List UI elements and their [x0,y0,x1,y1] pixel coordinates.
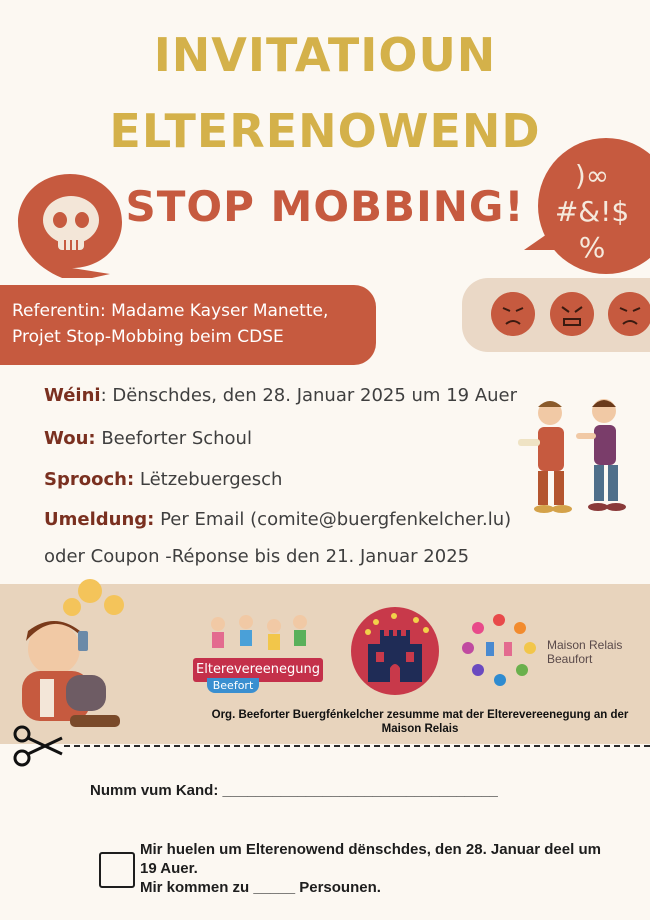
title-line-2: ELTERENOWEND [109,104,541,158]
referent-line-1: Referentin: Madame Kayser Manette, [12,301,329,321]
detail-where-value: Beeforter Schoul [95,428,252,449]
maison-relais-line-1: Maison Relais [547,638,623,652]
detail-language [44,469,282,490]
detail-when [44,385,517,406]
sad-child-phone-illustration [10,575,140,735]
angry-face-icon [491,292,535,336]
attendance-checkbox[interactable] [99,852,135,888]
detail-when-value: : Dënschdes, den 28. Januar 2025 um 19 Auer [100,385,518,406]
detail-language-value: Lëtzebuergesch [134,469,283,490]
detail-language-label: Sprooch: [44,469,135,490]
detail-registration [44,509,511,530]
angry-face-icon [608,292,650,336]
detail-where [44,428,252,449]
referent-box [0,285,376,365]
detail-registration-label: Umeldung: [44,509,155,530]
child-name-field[interactable]: Numm vum Kand: _________________________________ [90,782,498,799]
title-line-1: INVITATIOUN [153,28,497,82]
attendance-line-1: Mir huelen um Elterenowend dënschdes, den 28. Januar deel um [140,841,601,858]
attendance-line-2: 19 Auer. [140,860,198,877]
scissors-icon [12,724,64,768]
detail-when-label: Wéini [44,385,101,406]
organizers-text: Org. Beeforter Buergfénkelcher zesumme mat der Elterevereenegung an der Maison Relais [211,709,629,735]
attendance-text [140,840,640,897]
title-line-3: STOP MOBBING! [125,182,525,231]
detail-registration-line-2: oder Coupon -Réponse bis den 21. Januar 2025 [44,546,470,567]
hands-circle-logo-icon [460,612,538,688]
detail-where-label: Wou: [44,428,96,449]
castle-logo-icon [350,606,440,696]
maison-relais-line-2: Beaufort [547,652,593,666]
maison-relais-name [547,638,622,666]
detail-registration-value: Per Email (comite@buergfenkelcher.lu) [154,509,512,530]
referent-line-2: Projet Stop-Mobbing beim CDSE [12,327,284,347]
eltere-logo-sub: Beefort [207,678,259,693]
skull-bubble-icon [14,170,126,278]
cut-line [64,745,650,747]
kids-arguing-illustration [514,395,634,517]
attendance-line-3[interactable]: Mir kommen zu _____ Persounen. [140,879,381,896]
eltere-logo-name: Elterevereenegung [193,658,323,682]
children-logo-icon [198,612,322,664]
swear-symbols: )∞ #&!$ % [554,159,630,264]
angry-face-icon [550,292,594,336]
